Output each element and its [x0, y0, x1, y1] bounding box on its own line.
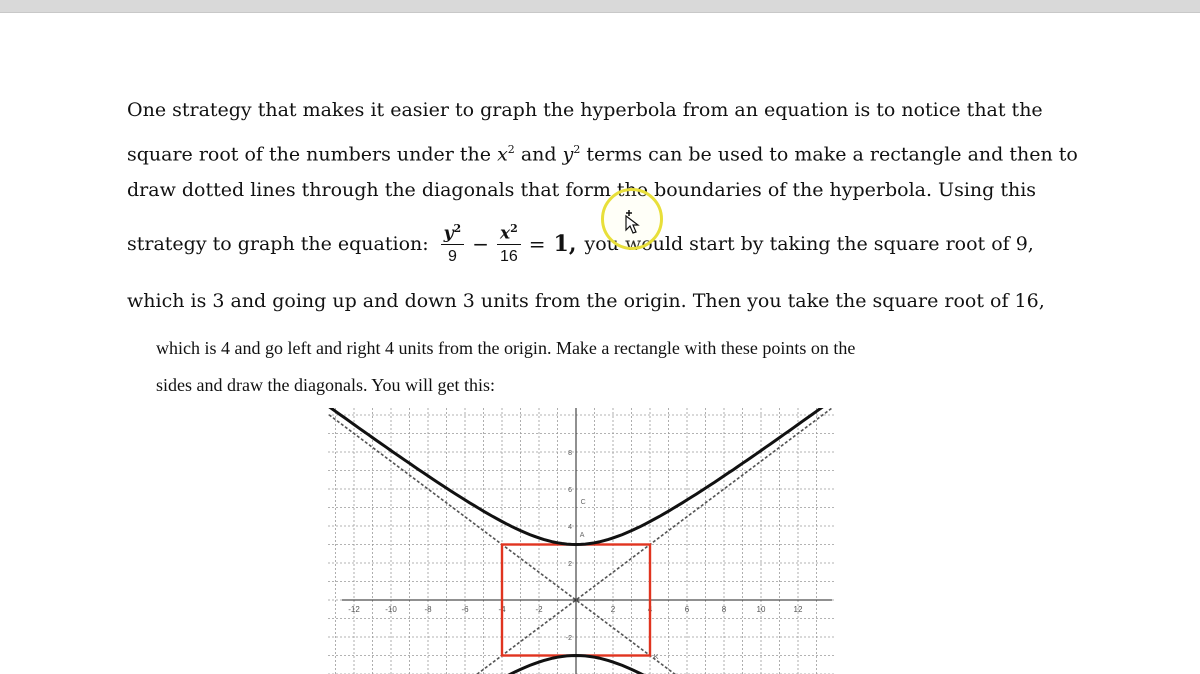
- paragraph-line-2: [127, 130, 1087, 174]
- y-tick-label: 2: [568, 561, 572, 568]
- equals-sign: =: [528, 232, 546, 256]
- x-tick-label: 12: [793, 605, 803, 614]
- x-tick-label: -4: [498, 605, 506, 614]
- hyperbola-upper-branch: [328, 408, 835, 545]
- fraction-y-over-9: [441, 223, 465, 266]
- frac1-denominator: 9: [447, 248, 457, 266]
- x-tick-label: 6: [684, 605, 690, 614]
- frac2-numerator: x: [499, 223, 511, 244]
- x-tick-label: 8: [721, 605, 727, 614]
- asymptote-negative: [328, 408, 835, 674]
- equation-rhs: 1,: [553, 231, 577, 257]
- hyperbola-graph: [328, 408, 836, 674]
- paragraph-line-1: One strategy that makes it easier to graph the hyperbola from an equation is to notice that the: [127, 99, 1043, 121]
- point-label: A: [579, 532, 585, 540]
- mouse-cursor-icon: [624, 208, 646, 234]
- x-variable: x: [497, 143, 508, 166]
- frac1-exponent: 2: [453, 221, 462, 235]
- paragraph-line-6: which is 4 and go left and right 4 units from the origin. Make a rectangle with these points on the: [156, 338, 856, 358]
- y-tick-label: -2: [565, 635, 572, 642]
- fraction-x-over-16: [497, 223, 521, 266]
- frac2-denominator: 16: [499, 248, 518, 266]
- y-tick-label: 6: [568, 487, 572, 494]
- x-tick-label: -2: [535, 605, 543, 614]
- point-label: C: [580, 498, 586, 506]
- paragraph-line-3: draw dotted lines through the diagonals that form the boundaries of the hyperbola. Using this: [127, 179, 1037, 201]
- x-tick-label: 10: [756, 605, 766, 614]
- asymptote-positive: [328, 408, 835, 674]
- line4-text-a: strategy to graph the equation:: [127, 233, 429, 255]
- y-tick-label: 4: [568, 524, 572, 531]
- x-tick-label: -10: [385, 605, 397, 614]
- line2-text-c: terms can be used to make a rectangle and then to: [580, 143, 1078, 166]
- hyperbola-lower-branch: [328, 656, 835, 674]
- y-exponent: 2: [573, 143, 581, 156]
- y-tick-label: 8: [568, 450, 572, 457]
- frac2-exponent: 2: [510, 221, 518, 235]
- minus-sign: −: [472, 232, 489, 256]
- y-variable: y: [562, 143, 574, 166]
- point-label: K: [653, 654, 659, 662]
- paragraph-line-7: sides and draw the diagonals. You will get this:: [156, 375, 495, 395]
- line4-text-b: you would start by taking the square root of 9,: [584, 233, 1034, 255]
- paragraph-line-5: which is 3 and going up and down 3 units from the origin. Then you take the square root of 16,: [127, 290, 1045, 312]
- window-top-bar: [0, 0, 1200, 13]
- x-tick-label: 4: [647, 605, 653, 614]
- x-tick-label: 2: [610, 605, 616, 614]
- x-tick-label: -6: [461, 605, 469, 614]
- frac1-numerator: y: [443, 223, 454, 244]
- x-tick-label: -12: [348, 605, 360, 614]
- x-tick-label: -8: [424, 605, 432, 614]
- line2-text-a: square root of the numbers under the: [127, 143, 498, 166]
- line2-text-b: and: [514, 143, 563, 166]
- x-exponent: 2: [507, 143, 515, 156]
